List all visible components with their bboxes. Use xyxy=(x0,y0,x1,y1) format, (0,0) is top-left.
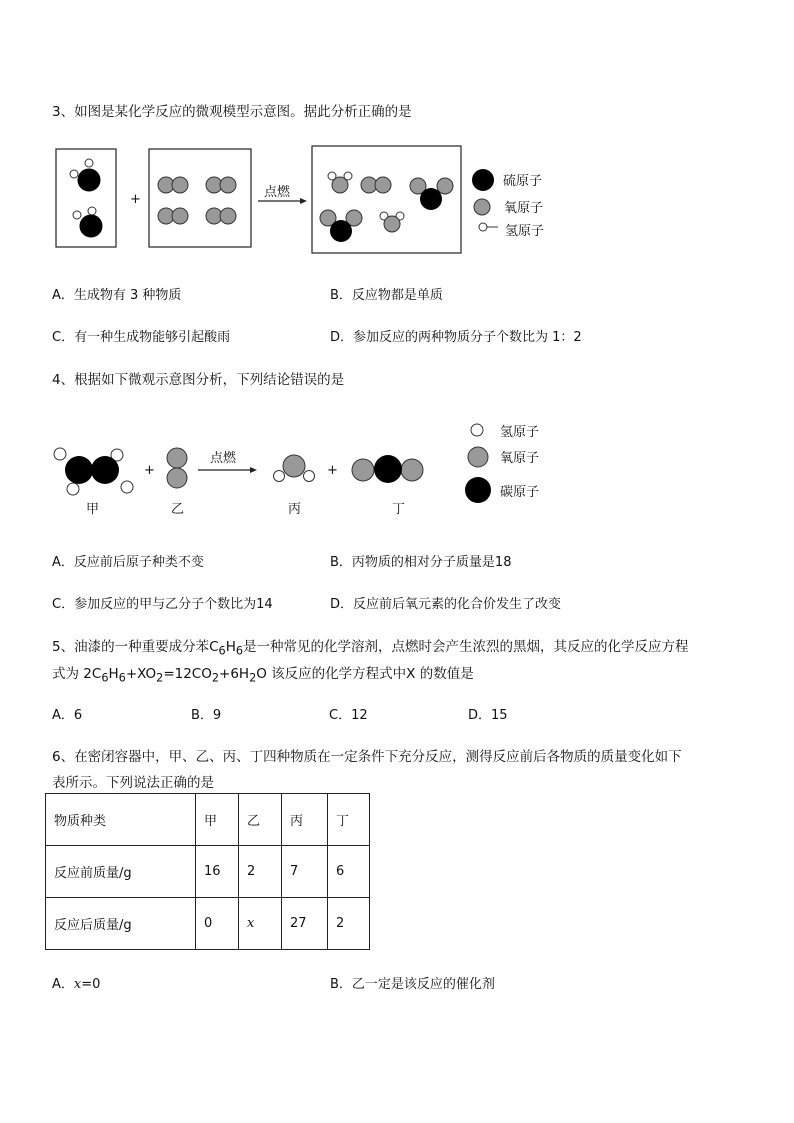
table-row xyxy=(46,846,370,898)
q5-option-c: C．12 xyxy=(329,708,368,723)
q5-option-b: B．9 xyxy=(191,708,222,723)
oxygen-atom-icon xyxy=(468,447,488,467)
h2o-molecule xyxy=(274,455,315,482)
table-cell: 乙 xyxy=(239,794,282,846)
table-cell: 6 xyxy=(328,846,370,898)
legend-hydrogen-label: 氢原子 xyxy=(505,224,545,239)
table-cell: 丙 xyxy=(282,794,328,846)
q3-option-d: D．参加反应的两种物质分子个数比为 1：2 xyxy=(330,330,582,345)
legend-oxygen-label: 氧原子 xyxy=(504,201,544,216)
species-jia-label: 甲 xyxy=(86,502,100,517)
q3-option-b: B．反应物都是单质 xyxy=(330,288,443,303)
q6-stem-line2: 表所示。下列说法正确的是 xyxy=(52,775,214,791)
legend-carbon-label: 碳原子 xyxy=(500,485,540,500)
q5-stem-line2: 式为 $2C_6H_6+XO_2=12CO_2+6H_2O$ 该反应的化学方程式中X 的数值是 xyxy=(52,666,474,685)
species-bing-label: 丙 xyxy=(288,502,302,517)
q5-option-a: A．6 xyxy=(52,708,83,723)
table-cell: 0 xyxy=(196,898,239,950)
species-ding-label: 丁 xyxy=(392,502,406,517)
ethylene-molecule xyxy=(54,448,133,495)
q4-option-c: C．参加反应的甲与乙分子个数比为14 xyxy=(52,597,273,612)
table-cell: 丁 xyxy=(328,794,370,846)
hydrogen-atom-icon xyxy=(471,424,483,436)
legend-sulfur-label: 硫原子 xyxy=(503,174,543,189)
q4-option-d: D．反应前后氧元素的化合价发生了改变 xyxy=(330,597,562,612)
table-row xyxy=(46,898,370,950)
q4-plus-sign-2: + xyxy=(327,463,338,478)
q6-stem-line1: 6、在密闭容器中，甲、乙、丙、丁四种物质在一定条件下充分反应，测得反应前后各物质的质量变化如下 xyxy=(52,749,682,765)
o2-molecule xyxy=(167,448,187,488)
table-header-row xyxy=(46,794,370,846)
table-cell: 2 xyxy=(239,846,282,898)
table-cell: 反应前质量/g xyxy=(46,846,196,898)
q3-stem: 3、如图是某化学反应的微观模型示意图。据此分析正确的是 xyxy=(52,104,412,120)
table-cell: 16 xyxy=(196,846,239,898)
q3-option-c: C．有一种生成物能够引起酸雨 xyxy=(52,330,231,345)
q6-mass-table xyxy=(45,793,370,950)
q6-option-a: A．x=0 xyxy=(52,977,101,992)
q3-arrow-label: 点燃 xyxy=(264,185,291,200)
q6-option-b: B．乙一定是该反应的催化剂 xyxy=(330,977,495,992)
q3-plus-sign: + xyxy=(130,192,141,207)
co2-molecule xyxy=(352,455,423,483)
q4-plus-sign: + xyxy=(144,463,155,478)
q4-option-b: B．丙物质的相对分子质量是18 xyxy=(330,555,512,570)
table-cell: 7 xyxy=(282,846,328,898)
table-cell: 物质种类 xyxy=(46,794,196,846)
table-cell: 甲 xyxy=(196,794,239,846)
table-cell: x xyxy=(239,898,282,950)
carbon-atom-icon xyxy=(465,477,491,503)
legend-hydrogen-label: 氢原子 xyxy=(500,425,540,440)
q3-option-a: A．生成物有 3 种物质 xyxy=(52,288,182,303)
legend-oxygen-label: 氧原子 xyxy=(500,451,540,466)
q4-stem: 4、根据如下微观示意图分析，下列结论错误的是 xyxy=(52,372,345,388)
q5-stem-line1: 5、油漆的一种重要成分苯$C_6H_6$是一种常见的化学溶剂，点燃时会产生浓烈的黑烟，其反应的化学反应方程 xyxy=(52,639,689,658)
table-cell: 反应后质量/g xyxy=(46,898,196,950)
species-yi-label: 乙 xyxy=(171,502,185,517)
q4-option-a: A．反应前后原子种类不变 xyxy=(52,555,204,570)
table-cell: 2 xyxy=(328,898,370,950)
q5-option-d: D．15 xyxy=(468,708,508,723)
q4-arrow-label: 点燃 xyxy=(210,451,237,466)
table-cell: 27 xyxy=(282,898,328,950)
